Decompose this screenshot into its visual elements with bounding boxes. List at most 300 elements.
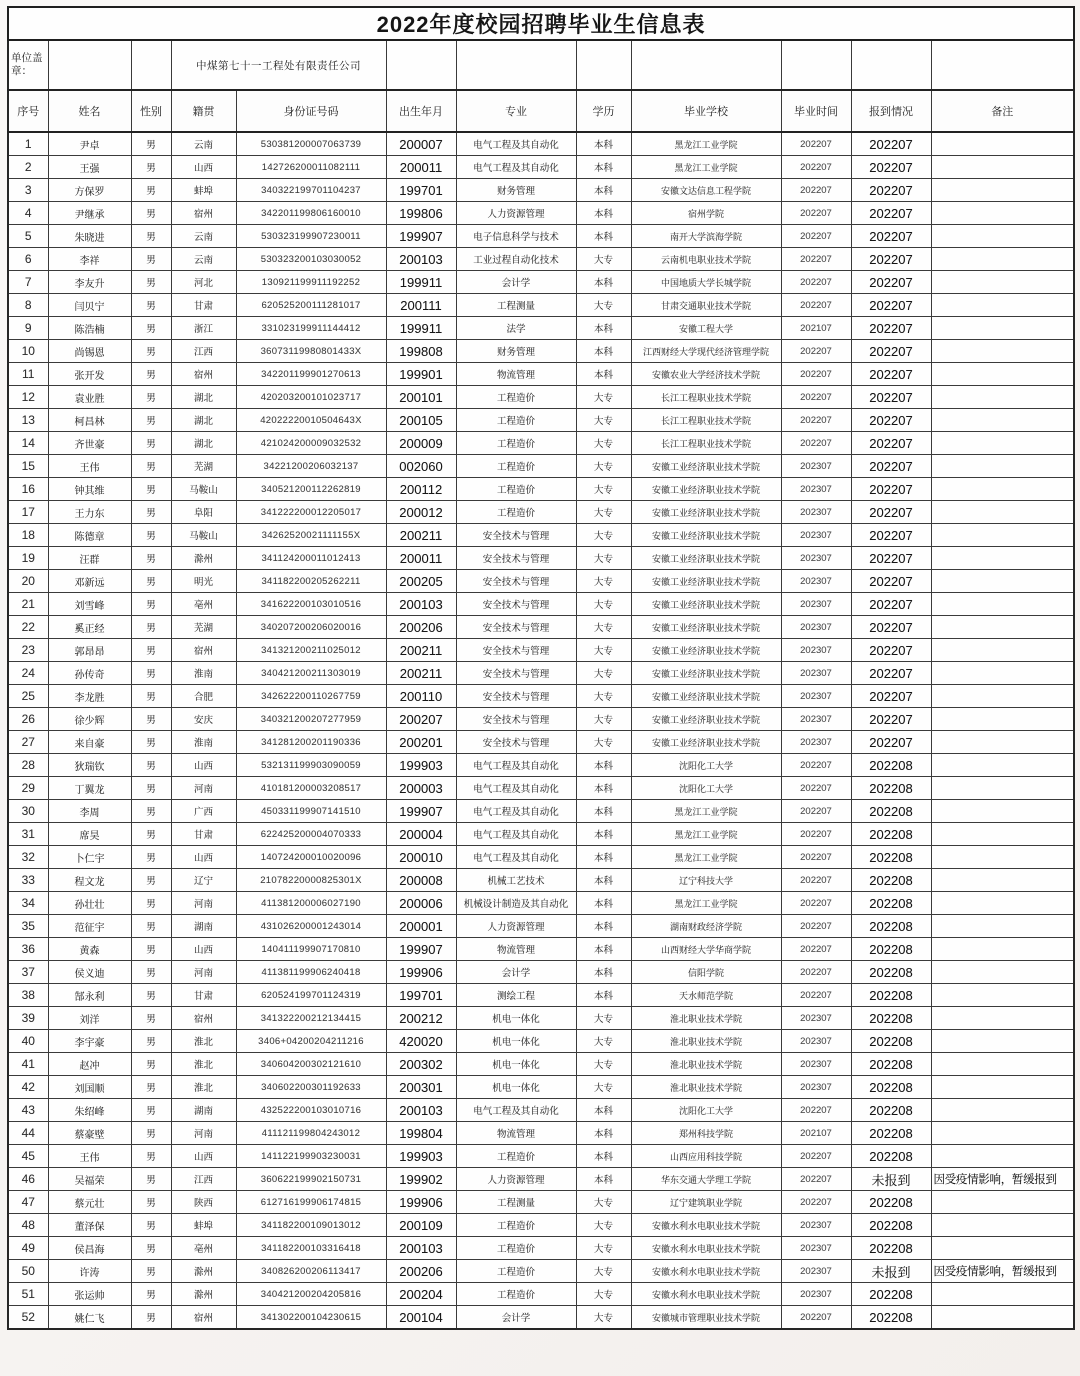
cell-degree: 大专 <box>576 1214 631 1237</box>
cell-graduation-date: 202307 <box>781 1214 851 1237</box>
cell-gender: 男 <box>131 156 171 179</box>
cell-major: 财务管理 <box>456 179 576 202</box>
cell-native-place: 山西 <box>171 846 236 869</box>
cell-school: 黑龙江工业学院 <box>631 132 781 156</box>
cell-major: 电气工程及其自动化 <box>456 754 576 777</box>
cell-no: 50 <box>8 1260 48 1283</box>
cell-gender: 男 <box>131 1260 171 1283</box>
cell-report-status: 202207 <box>851 455 931 478</box>
cell-degree: 本科 <box>576 1122 631 1145</box>
cell-name: 刘雪峰 <box>48 593 131 616</box>
column-header-id-number: 身份证号码 <box>236 90 386 132</box>
cell-gender: 男 <box>131 1191 171 1214</box>
cell-major: 电气工程及其自动化 <box>456 823 576 846</box>
cell-report-status: 202207 <box>851 294 931 317</box>
cell-graduation-date: 202307 <box>781 1260 851 1283</box>
cell-gender: 男 <box>131 179 171 202</box>
cell-major: 电气工程及其自动化 <box>456 132 576 156</box>
cell-native-place: 湖南 <box>171 1099 236 1122</box>
cell-school: 淮北职业技术学院 <box>631 1030 781 1053</box>
column-header-native-place: 籍贯 <box>171 90 236 132</box>
cell-graduation-date: 202307 <box>781 455 851 478</box>
cell-gender: 男 <box>131 1099 171 1122</box>
cell-degree: 大专 <box>576 1007 631 1030</box>
cell-remark <box>931 386 1074 409</box>
cell-name: 尚锡恩 <box>48 340 131 363</box>
cell-graduation-date: 202207 <box>781 248 851 271</box>
cell-name: 尹继承 <box>48 202 131 225</box>
cell-remark <box>931 1007 1074 1030</box>
cell-id-number: 341302200104230615 <box>236 1306 386 1330</box>
cell-name: 王力东 <box>48 501 131 524</box>
cell-native-place: 宿州 <box>171 1306 236 1330</box>
cell-name: 蔡豪壁 <box>48 1122 131 1145</box>
cell-name: 李周 <box>48 800 131 823</box>
cell-gender: 男 <box>131 708 171 731</box>
cell-graduation-date: 202207 <box>781 961 851 984</box>
cell-degree: 本科 <box>576 225 631 248</box>
table-row <box>8 225 1074 248</box>
cell-graduation-date: 202307 <box>781 1237 851 1260</box>
cell-birth-date: 420020 <box>386 1030 456 1053</box>
cell-name: 黄森 <box>48 938 131 961</box>
cell-name: 邓新远 <box>48 570 131 593</box>
cell-graduation-date: 202307 <box>781 1053 851 1076</box>
cell-major: 物流管理 <box>456 938 576 961</box>
cell-native-place: 河南 <box>171 892 236 915</box>
table-row <box>8 685 1074 708</box>
column-header-report-status: 报到情况 <box>851 90 931 132</box>
cell-school: 云南机电职业技术学院 <box>631 248 781 271</box>
cell-graduation-date: 202207 <box>781 363 851 386</box>
cell-no: 13 <box>8 409 48 432</box>
cell-school: 南开大学滨海学院 <box>631 225 781 248</box>
cell-school: 安徽水利水电职业技术学院 <box>631 1237 781 1260</box>
cell-report-status: 202207 <box>851 248 931 271</box>
cell-remark <box>931 570 1074 593</box>
cell-major: 工程造价 <box>456 455 576 478</box>
cell-gender: 男 <box>131 455 171 478</box>
cell-native-place: 云南 <box>171 132 236 156</box>
cell-birth-date: 200112 <box>386 478 456 501</box>
cell-major: 电气工程及其自动化 <box>456 777 576 800</box>
cell-id-number: 410181200003208517 <box>236 777 386 800</box>
cell-school: 长江工程职业技术学院 <box>631 386 781 409</box>
table-row <box>8 478 1074 501</box>
cell-remark <box>931 685 1074 708</box>
cell-school: 安徽水利水电职业技术学院 <box>631 1260 781 1283</box>
cell-gender: 男 <box>131 1306 171 1330</box>
cell-graduation-date: 202207 <box>781 938 851 961</box>
cell-graduation-date: 202207 <box>781 984 851 1007</box>
cell-birth-date: 200110 <box>386 685 456 708</box>
cell-native-place: 云南 <box>171 225 236 248</box>
cell-remark <box>931 156 1074 179</box>
cell-name: 奚正经 <box>48 616 131 639</box>
cell-school: 安徽工程大学 <box>631 317 781 340</box>
table-row <box>8 869 1074 892</box>
table-row <box>8 984 1074 1007</box>
stamp-empty-cell <box>48 40 131 90</box>
cell-gender: 男 <box>131 777 171 800</box>
table-row <box>8 1099 1074 1122</box>
cell-report-status: 202208 <box>851 984 931 1007</box>
cell-remark <box>931 754 1074 777</box>
cell-major: 财务管理 <box>456 340 576 363</box>
cell-no: 47 <box>8 1191 48 1214</box>
cell-school: 天水师范学院 <box>631 984 781 1007</box>
cell-no: 26 <box>8 708 48 731</box>
cell-remark <box>931 800 1074 823</box>
cell-no: 51 <box>8 1283 48 1306</box>
cell-degree: 大专 <box>576 455 631 478</box>
column-header-name: 姓名 <box>48 90 131 132</box>
cell-name: 朱绍峰 <box>48 1099 131 1122</box>
cell-major: 安全技术与管理 <box>456 547 576 570</box>
cell-degree: 本科 <box>576 777 631 800</box>
cell-no: 28 <box>8 754 48 777</box>
cell-graduation-date: 202207 <box>781 156 851 179</box>
cell-birth-date: 200104 <box>386 1306 456 1330</box>
cell-no: 2 <box>8 156 48 179</box>
cell-school: 长江工程职业技术学院 <box>631 432 781 455</box>
cell-remark <box>931 869 1074 892</box>
cell-name: 钟其维 <box>48 478 131 501</box>
cell-school: 长江工程职业技术学院 <box>631 409 781 432</box>
cell-gender: 男 <box>131 132 171 156</box>
cell-report-status: 未报到 <box>851 1260 931 1283</box>
cell-graduation-date: 202307 <box>781 1030 851 1053</box>
cell-remark <box>931 1283 1074 1306</box>
cell-native-place: 阜阳 <box>171 501 236 524</box>
cell-graduation-date: 202307 <box>781 1007 851 1030</box>
table-row <box>8 639 1074 662</box>
cell-name: 吴福荣 <box>48 1168 131 1191</box>
cell-birth-date: 200011 <box>386 547 456 570</box>
stamp-row <box>8 40 1074 90</box>
cell-no: 5 <box>8 225 48 248</box>
cell-birth-date: 200103 <box>386 1099 456 1122</box>
cell-id-number: 450331199907141510 <box>236 800 386 823</box>
cell-graduation-date: 202307 <box>781 1283 851 1306</box>
cell-degree: 大专 <box>576 501 631 524</box>
cell-major: 法学 <box>456 317 576 340</box>
column-header-graduation-date: 毕业时间 <box>781 90 851 132</box>
cell-report-status: 202208 <box>851 1053 931 1076</box>
cell-school: 安徽工业经济职业技术学院 <box>631 639 781 662</box>
cell-degree: 大专 <box>576 1030 631 1053</box>
cell-school: 安徽水利水电职业技术学院 <box>631 1283 781 1306</box>
cell-school: 甘肃交通职业技术学院 <box>631 294 781 317</box>
table-row <box>8 708 1074 731</box>
column-header-gender: 性别 <box>131 90 171 132</box>
cell-gender: 男 <box>131 984 171 1007</box>
cell-id-number: 342201199901270613 <box>236 363 386 386</box>
cell-report-status: 202207 <box>851 662 931 685</box>
cell-id-number: 3406+04200204211216 <box>236 1030 386 1053</box>
cell-school: 山西财经大学华商学院 <box>631 938 781 961</box>
cell-degree: 本科 <box>576 754 631 777</box>
cell-id-number: 431026200001243014 <box>236 915 386 938</box>
cell-major: 机械工艺技术 <box>456 869 576 892</box>
cell-native-place: 亳州 <box>171 593 236 616</box>
cell-school: 黑龙江工业学院 <box>631 823 781 846</box>
cell-report-status: 202208 <box>851 961 931 984</box>
cell-id-number: 620524199701124319 <box>236 984 386 1007</box>
cell-gender: 男 <box>131 1122 171 1145</box>
cell-degree: 大专 <box>576 386 631 409</box>
cell-degree: 本科 <box>576 1168 631 1191</box>
cell-name: 来自豪 <box>48 731 131 754</box>
cell-native-place: 山西 <box>171 754 236 777</box>
cell-native-place: 甘肃 <box>171 823 236 846</box>
cell-id-number: 340602200301192633 <box>236 1076 386 1099</box>
cell-degree: 大专 <box>576 478 631 501</box>
cell-remark: 因受疫情影响，暂缓报到 <box>931 1260 1074 1283</box>
cell-id-number: 340207200206020016 <box>236 616 386 639</box>
cell-degree: 大专 <box>576 547 631 570</box>
cell-report-status: 202207 <box>851 317 931 340</box>
cell-no: 35 <box>8 915 48 938</box>
cell-birth-date: 200004 <box>386 823 456 846</box>
table-row <box>8 132 1074 156</box>
cell-gender: 男 <box>131 386 171 409</box>
cell-no: 31 <box>8 823 48 846</box>
cell-report-status: 202207 <box>851 708 931 731</box>
stamp-empty-cell <box>456 40 576 90</box>
stamp-empty-cell <box>576 40 631 90</box>
cell-no: 36 <box>8 938 48 961</box>
cell-birth-date: 200012 <box>386 501 456 524</box>
table-row <box>8 1283 1074 1306</box>
cell-no: 34 <box>8 892 48 915</box>
cell-graduation-date: 202207 <box>781 1099 851 1122</box>
cell-major: 工程测量 <box>456 294 576 317</box>
cell-native-place: 甘肃 <box>171 294 236 317</box>
cell-major: 安全技术与管理 <box>456 662 576 685</box>
cell-no: 49 <box>8 1237 48 1260</box>
cell-remark <box>931 340 1074 363</box>
cell-birth-date: 199701 <box>386 984 456 1007</box>
cell-graduation-date: 202207 <box>781 225 851 248</box>
cell-native-place: 江西 <box>171 1168 236 1191</box>
cell-id-number: 620525200111281017 <box>236 294 386 317</box>
cell-native-place: 广西 <box>171 800 236 823</box>
column-header-no: 序号 <box>8 90 48 132</box>
cell-name: 董泽保 <box>48 1214 131 1237</box>
cell-native-place: 湖北 <box>171 386 236 409</box>
cell-remark <box>931 1122 1074 1145</box>
cell-graduation-date: 202207 <box>781 1168 851 1191</box>
cell-native-place: 马鞍山 <box>171 478 236 501</box>
table-row <box>8 938 1074 961</box>
cell-remark <box>931 547 1074 570</box>
cell-remark <box>931 1191 1074 1214</box>
table-row <box>8 179 1074 202</box>
cell-no: 40 <box>8 1030 48 1053</box>
cell-graduation-date: 202307 <box>781 524 851 547</box>
cell-graduation-date: 202307 <box>781 593 851 616</box>
cell-remark <box>931 846 1074 869</box>
cell-major: 工程造价 <box>456 1214 576 1237</box>
cell-graduation-date: 202207 <box>781 386 851 409</box>
cell-major: 电子信息科学与技术 <box>456 225 576 248</box>
cell-school: 安徽文达信息工程学院 <box>631 179 781 202</box>
cell-major: 工程造价 <box>456 432 576 455</box>
cell-gender: 男 <box>131 915 171 938</box>
table-row <box>8 156 1074 179</box>
cell-no: 7 <box>8 271 48 294</box>
cell-gender: 男 <box>131 869 171 892</box>
cell-no: 43 <box>8 1099 48 1122</box>
cell-native-place: 马鞍山 <box>171 524 236 547</box>
cell-remark <box>931 731 1074 754</box>
cell-name: 张开发 <box>48 363 131 386</box>
cell-report-status: 202207 <box>851 271 931 294</box>
cell-name: 张运帅 <box>48 1283 131 1306</box>
cell-id-number: 142726200011082111 <box>236 156 386 179</box>
cell-gender: 男 <box>131 225 171 248</box>
cell-remark <box>931 639 1074 662</box>
table-row <box>8 777 1074 800</box>
cell-major: 人力资源管理 <box>456 915 576 938</box>
cell-report-status: 202208 <box>851 869 931 892</box>
cell-graduation-date: 202207 <box>781 294 851 317</box>
stamp-label: 单位盖章： <box>8 40 48 90</box>
cell-graduation-date: 202307 <box>781 501 851 524</box>
cell-school: 沈阳化工大学 <box>631 1099 781 1122</box>
cell-id-number: 341622200103010516 <box>236 593 386 616</box>
cell-name: 尹卓 <box>48 132 131 156</box>
cell-native-place: 河南 <box>171 777 236 800</box>
cell-native-place: 芜湖 <box>171 616 236 639</box>
cell-graduation-date: 202207 <box>781 1306 851 1330</box>
cell-remark <box>931 1053 1074 1076</box>
cell-graduation-date: 202107 <box>781 317 851 340</box>
cell-report-status: 202207 <box>851 132 931 156</box>
cell-school: 安徽工业经济职业技术学院 <box>631 593 781 616</box>
cell-graduation-date: 202207 <box>781 1191 851 1214</box>
cell-birth-date: 199902 <box>386 1168 456 1191</box>
cell-name: 程文龙 <box>48 869 131 892</box>
cell-birth-date: 200204 <box>386 1283 456 1306</box>
cell-remark <box>931 501 1074 524</box>
cell-birth-date: 200302 <box>386 1053 456 1076</box>
cell-school: 安徽工业经济职业技术学院 <box>631 547 781 570</box>
cell-major: 机电一体化 <box>456 1076 576 1099</box>
cell-remark <box>931 1145 1074 1168</box>
graduate-info-sheet <box>7 6 1073 1330</box>
table-row <box>8 1053 1074 1076</box>
cell-graduation-date: 202207 <box>781 132 851 156</box>
column-header-remark: 备注 <box>931 90 1074 132</box>
cell-birth-date: 199903 <box>386 1145 456 1168</box>
cell-birth-date: 199804 <box>386 1122 456 1145</box>
cell-degree: 本科 <box>576 156 631 179</box>
cell-major: 安全技术与管理 <box>456 639 576 662</box>
cell-graduation-date: 202207 <box>781 202 851 225</box>
cell-school: 安徽工业经济职业技术学院 <box>631 662 781 685</box>
cell-major: 工业过程自动化技术 <box>456 248 576 271</box>
cell-major: 人力资源管理 <box>456 1168 576 1191</box>
cell-no: 4 <box>8 202 48 225</box>
cell-native-place: 淮南 <box>171 731 236 754</box>
cell-birth-date: 200301 <box>386 1076 456 1099</box>
cell-no: 14 <box>8 432 48 455</box>
cell-degree: 本科 <box>576 271 631 294</box>
cell-id-number: 432522200103010716 <box>236 1099 386 1122</box>
cell-report-status: 202207 <box>851 524 931 547</box>
cell-report-status: 202208 <box>851 754 931 777</box>
cell-name: 刘国顺 <box>48 1076 131 1099</box>
cell-graduation-date: 202307 <box>781 616 851 639</box>
cell-major: 工程造价 <box>456 386 576 409</box>
cell-school: 沈阳化工大学 <box>631 754 781 777</box>
cell-remark <box>931 455 1074 478</box>
cell-school: 黑龙江工业学院 <box>631 800 781 823</box>
cell-birth-date: 200003 <box>386 777 456 800</box>
cell-remark <box>931 892 1074 915</box>
cell-gender: 男 <box>131 639 171 662</box>
cell-no: 16 <box>8 478 48 501</box>
cell-report-status: 202208 <box>851 892 931 915</box>
cell-school: 江西财经大学现代经济管理学院 <box>631 340 781 363</box>
table-row <box>8 593 1074 616</box>
cell-birth-date: 200009 <box>386 432 456 455</box>
cell-id-number: 36073119980801433X <box>236 340 386 363</box>
cell-gender: 男 <box>131 1214 171 1237</box>
cell-native-place: 湖南 <box>171 915 236 938</box>
cell-birth-date: 199907 <box>386 800 456 823</box>
cell-graduation-date: 202307 <box>781 639 851 662</box>
cell-degree: 本科 <box>576 132 631 156</box>
cell-graduation-date: 202207 <box>781 800 851 823</box>
cell-name: 李龙胜 <box>48 685 131 708</box>
cell-no: 6 <box>8 248 48 271</box>
cell-degree: 大专 <box>576 731 631 754</box>
sheet-title: 2022年度校园招聘毕业生信息表 <box>8 7 1074 40</box>
cell-native-place: 蚌埠 <box>171 1214 236 1237</box>
cell-graduation-date: 202107 <box>781 1122 851 1145</box>
cell-name: 蔡元壮 <box>48 1191 131 1214</box>
cell-gender: 男 <box>131 432 171 455</box>
cell-remark <box>931 524 1074 547</box>
cell-remark <box>931 271 1074 294</box>
cell-birth-date: 199701 <box>386 179 456 202</box>
cell-id-number: 340322199701104237 <box>236 179 386 202</box>
cell-degree: 大专 <box>576 1306 631 1330</box>
cell-gender: 男 <box>131 616 171 639</box>
cell-graduation-date: 202307 <box>781 731 851 754</box>
cell-id-number: 530381200007063739 <box>236 132 386 156</box>
cell-remark <box>931 248 1074 271</box>
cell-name: 李宇豪 <box>48 1030 131 1053</box>
cell-native-place: 宿州 <box>171 363 236 386</box>
cell-major: 电气工程及其自动化 <box>456 1099 576 1122</box>
cell-birth-date: 200103 <box>386 1237 456 1260</box>
table-row <box>8 294 1074 317</box>
cell-name: 朱晓进 <box>48 225 131 248</box>
cell-report-status: 202208 <box>851 1237 931 1260</box>
cell-major: 电气工程及其自动化 <box>456 846 576 869</box>
cell-birth-date: 200206 <box>386 616 456 639</box>
cell-remark <box>931 1099 1074 1122</box>
cell-birth-date: 200211 <box>386 639 456 662</box>
cell-name: 卜仁宇 <box>48 846 131 869</box>
table-row <box>8 1168 1074 1191</box>
cell-degree: 大专 <box>576 616 631 639</box>
cell-school: 辽宁建筑职业学院 <box>631 1191 781 1214</box>
